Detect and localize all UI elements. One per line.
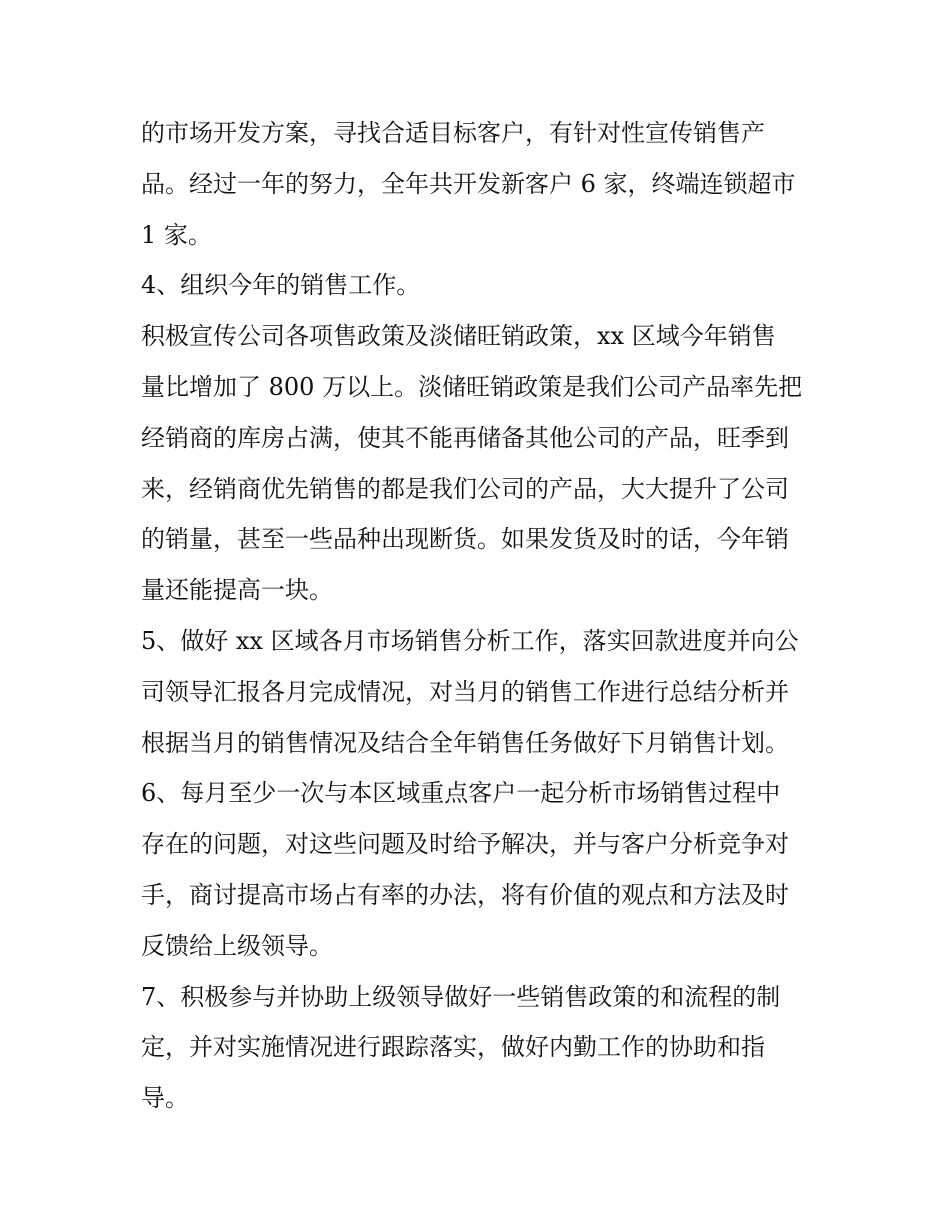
document-body xyxy=(141,108,813,1124)
text-line: 的销量，甚至一些品种出现断货。如果发货及时的话，今年销 xyxy=(141,525,789,554)
text-line: 积极宣传公司各项售政策及淡储旺销政策，xx 区域今年销售 xyxy=(141,322,776,351)
text-line: 品。经过一年的努力，全年共开发新客户 6 家，终端连锁超市 xyxy=(141,169,796,198)
text-line: 量还能提高一块。 xyxy=(141,576,333,605)
text-line: 量比增加了 800 万以上。淡储旺销政策是我们公司产品率先把 xyxy=(141,372,803,401)
text-line: 定，并对实施情况进行跟踪落实，做好内勤工作的协助和指 xyxy=(141,1033,765,1062)
text-line: 存在的问题，对这些问题及时给予解决，并与客户分析竞争对 xyxy=(141,830,789,859)
text-line: 的市场开发方案，寻找合适目标客户，有针对性宣传销售产 xyxy=(141,119,765,147)
text-line: 1 家。 xyxy=(141,220,212,249)
text-line: 来，经销商优先销售的都是我们公司的产品，大大提升了公司 xyxy=(141,474,789,503)
list-item-5: 5、做好 xx 区域各月市场销售分析工作，落实回款进度并向公 xyxy=(141,626,799,655)
text-line: 经销商的库房占满，使其不能再储备其他公司的产品，旺季到 xyxy=(141,423,789,452)
list-item-7: 7、积极参与并协助上级领导做好一些销售政策的和流程的制 xyxy=(141,982,781,1011)
section-heading-4: 4、组织今年的销售工作。 xyxy=(141,271,421,300)
text-line: 反馈给上级领导。 xyxy=(141,931,333,960)
text-line: 司领导汇报各月完成情况，对当月的销售工作进行总结分析并 xyxy=(141,677,789,706)
text-line: 导。 xyxy=(141,1084,189,1113)
text-line: 根据当月的销售情况及结合全年销售任务做好下月销售计划。 xyxy=(141,728,789,757)
text-line: 手，商讨提高市场占有率的办法，将有价值的观点和方法及时 xyxy=(141,880,789,909)
list-item-6: 6、每月至少一次与本区域重点客户一起分析市场销售过程中 xyxy=(141,779,781,808)
